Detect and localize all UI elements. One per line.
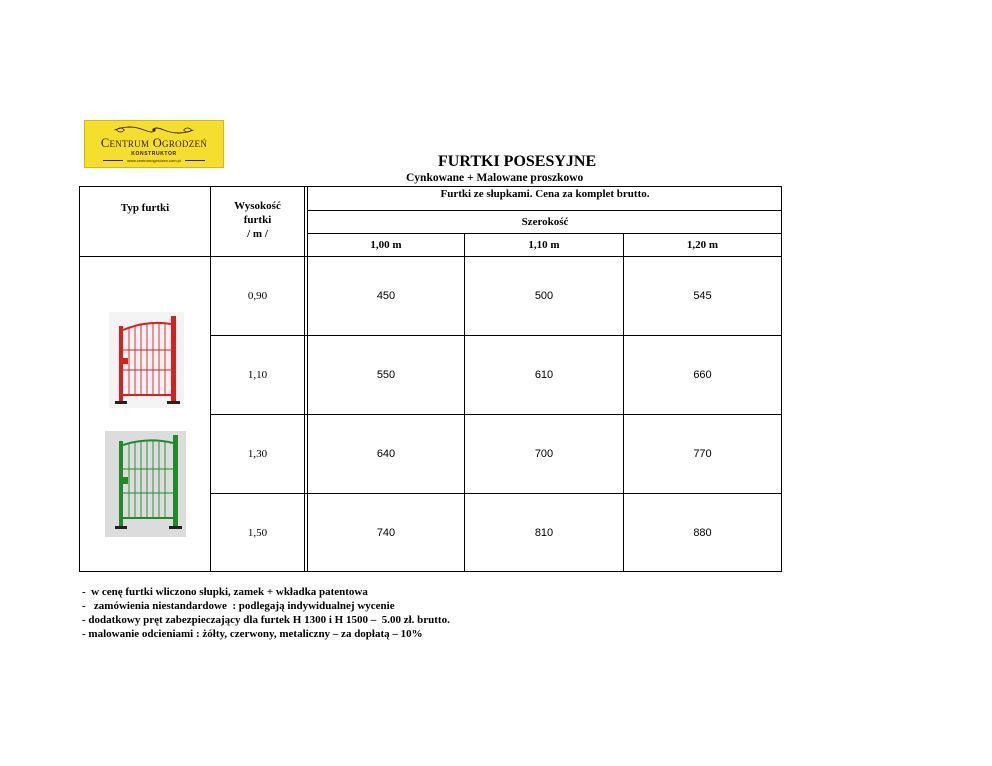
price-cell: 740 [376, 526, 396, 539]
logo-url: www.centrumogrodzen.com.pl [127, 158, 181, 163]
price-cell: 770 [693, 448, 712, 460]
row-height: 0,90 [247, 290, 268, 302]
price-cell: 450 [376, 290, 396, 302]
header-height [211, 199, 304, 241]
green-gate-image [105, 431, 186, 537]
price-cell: 545 [693, 290, 712, 302]
note-item: - malowanie odcieniami : żółty, czerwony, metaliczny – za dopłatą – 10% [82, 628, 423, 640]
header-height-line: Wysokość [234, 200, 281, 212]
price-cell: 610 [534, 369, 554, 381]
price-cell: 500 [534, 290, 554, 302]
row-height: 1,10 [247, 369, 268, 381]
ornament-icon [85, 124, 223, 136]
width-1-20: 1,20 m [686, 239, 719, 251]
table-divider [304, 186, 305, 572]
note-item: - dodatkowy pręt zabezpieczający dla furtek H 1300 i H 1500 – 5.00 zł. brutto. [82, 614, 450, 626]
width-1-00: 1,00 m [370, 239, 402, 251]
header-type: Typ furtki [120, 202, 170, 214]
price-cell: 880 [693, 526, 712, 539]
price-table [79, 186, 782, 572]
red-gate-image [109, 312, 184, 408]
table-border [781, 186, 782, 572]
page-title: FURTKI POSESYJNE [438, 153, 597, 170]
row-height: 1,30 [247, 448, 268, 460]
row-height: 1,50 [247, 526, 268, 539]
logo-subtitle: KONSTRUKTOR [131, 151, 177, 157]
logo-divider [185, 160, 205, 161]
price-cell: 550 [376, 369, 396, 381]
header-width: Szerokość [521, 216, 569, 228]
price-cell: 700 [534, 448, 554, 460]
note-item: - zamówienia niestandardowe : podlegają indywidualnej wycenie [82, 600, 395, 612]
price-cell: 640 [376, 448, 396, 460]
table-border [79, 186, 80, 572]
note-item: - w cenę furtki wliczono słupki, zamek + wkładka patentowa [82, 586, 368, 598]
header-price-note: Furtki ze słupkami. Cena za komplet brutto. [440, 188, 650, 200]
width-1-10: 1,10 m [528, 239, 560, 251]
company-logo [84, 120, 224, 168]
logo-name: Centrum Ogrodzeń [100, 136, 208, 150]
page-subtitle: Cynkowane + Malowane proszkowo [406, 172, 584, 184]
header-height-line: / m / [247, 228, 268, 240]
table-border [79, 571, 782, 572]
price-cell: 660 [693, 369, 712, 381]
notes-list [82, 585, 450, 641]
price-cell: 810 [534, 526, 554, 539]
header-height-line: furtki [243, 214, 272, 226]
